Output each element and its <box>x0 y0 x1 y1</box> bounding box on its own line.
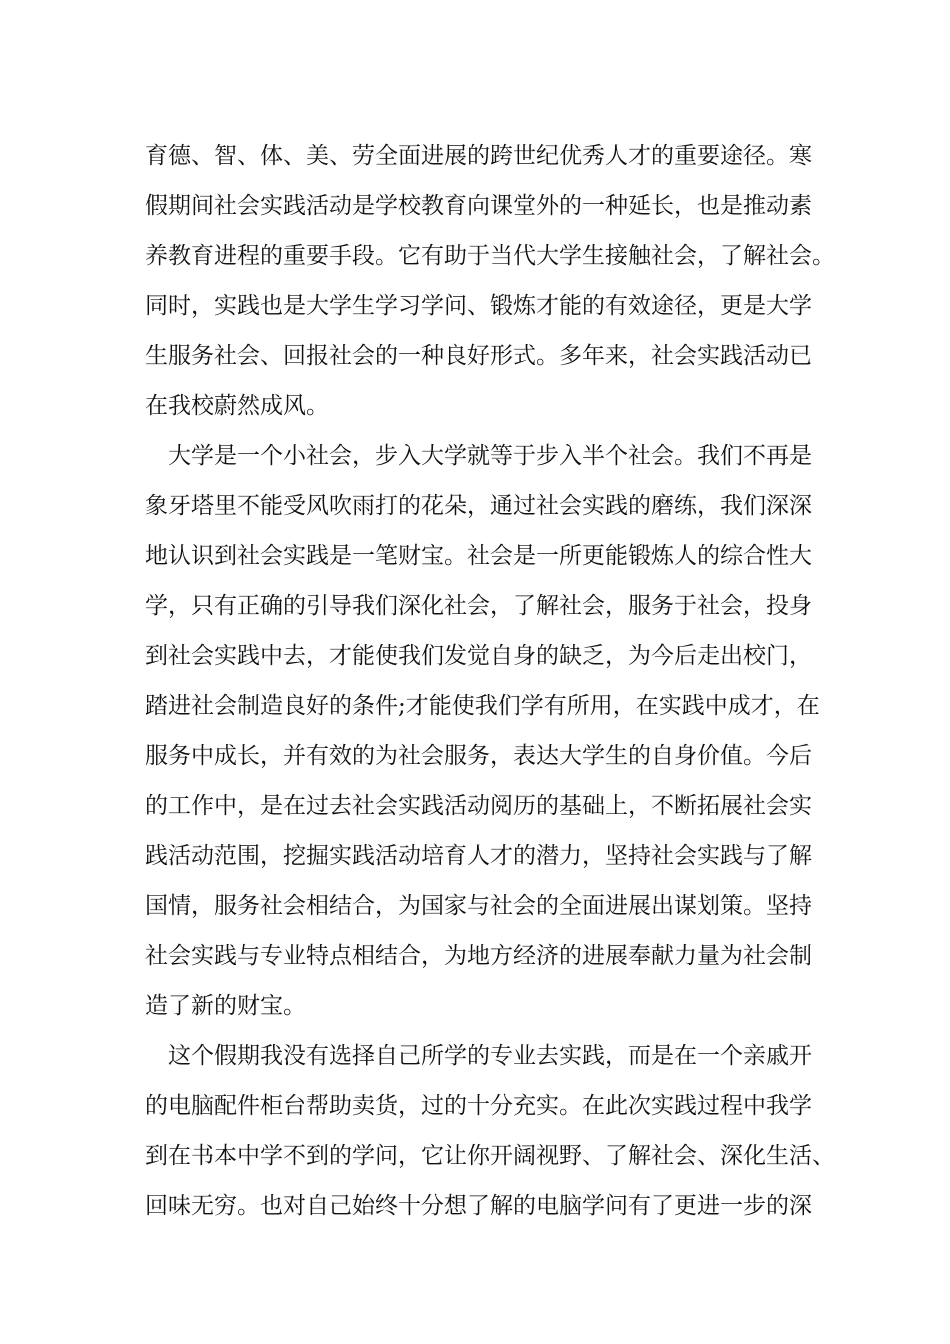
paragraph-1-line-1: 育德、智、体、美、劳全面进展的跨世纪优秀人才的重要途径。寒 <box>145 143 812 169</box>
paragraph-3-line-2: 的电脑配件柜台帮助卖货，过的十分充实。在此次实践过程中我学 <box>145 1093 812 1119</box>
paragraph-2-line-10: 国情，服务社会相结合，为国家与社会的全面进展出谋划策。坚持 <box>145 893 812 919</box>
paragraph-2-line-2: 象牙塔里不能受风吹雨打的花朵，通过社会实践的磨练，我们深深 <box>145 493 812 519</box>
paragraph-2-line-11: 社会实践与专业特点相结合，为地方经济的进展奉献力量为社会制 <box>145 943 812 969</box>
paragraph-3-line-4: 回味无穷。也对自己始终十分想了解的电脑学问有了更进一步的深 <box>145 1193 812 1219</box>
paragraph-1-line-5: 生服务社会、回报社会的一种良好形式。多年来，社会实践活动已 <box>145 343 812 369</box>
paragraph-3-line-1: 这个假期我没有选择自己所学的专业去实践，而是在一个亲戚开 <box>168 1043 812 1069</box>
paragraph-2-line-6: 踏进社会制造良好的条件;才能使我们学有所用，在实践中成才，在 <box>145 693 820 719</box>
paragraph-2-line-3: 地认识到社会实践是一笔财宝。社会是一所更能锻炼人的综合性大 <box>145 543 812 569</box>
paragraph-2-line-12: 造了新的财宝。 <box>145 993 306 1019</box>
document-body <box>145 131 835 1231</box>
paragraph-1-line-2: 假期间社会实践活动是学校教育向课堂外的一种延长，也是推动素 <box>145 193 812 219</box>
paragraph-2-line-4: 学，只有正确的引导我们深化社会，了解社会，服务于社会，投身 <box>145 593 812 619</box>
paragraph-1-line-6: 在我校蔚然成风。 <box>145 393 329 419</box>
paragraph-1-line-3: 养教育进程的重要手段。它有助于当代大学生接触社会，了解社会。 <box>145 243 835 269</box>
paragraph-2-line-7: 服务中成长，并有效的为社会服务，表达大学生的自身价值。今后 <box>145 743 812 769</box>
paragraph-2-line-1: 大学是一个小社会，步入大学就等于步入半个社会。我们不再是 <box>168 443 812 469</box>
paragraph-1-line-4: 同时，实践也是大学生学习学问、锻炼才能的有效途径，更是大学 <box>145 293 812 319</box>
paragraph-2-line-9: 践活动范围，挖掘实践活动培育人才的潜力，坚持社会实践与了解 <box>145 843 812 869</box>
paragraph-2-line-8: 的工作中，是在过去社会实践活动阅历的基础上，不断拓展社会实 <box>145 793 812 819</box>
paragraph-2-line-5: 到社会实践中去，才能使我们发觉自身的缺乏，为今后走出校门， <box>145 643 812 669</box>
paragraph-3-line-3: 到在书本中学不到的学问，它让你开阔视野、了解社会、深化生活、 <box>145 1143 835 1169</box>
